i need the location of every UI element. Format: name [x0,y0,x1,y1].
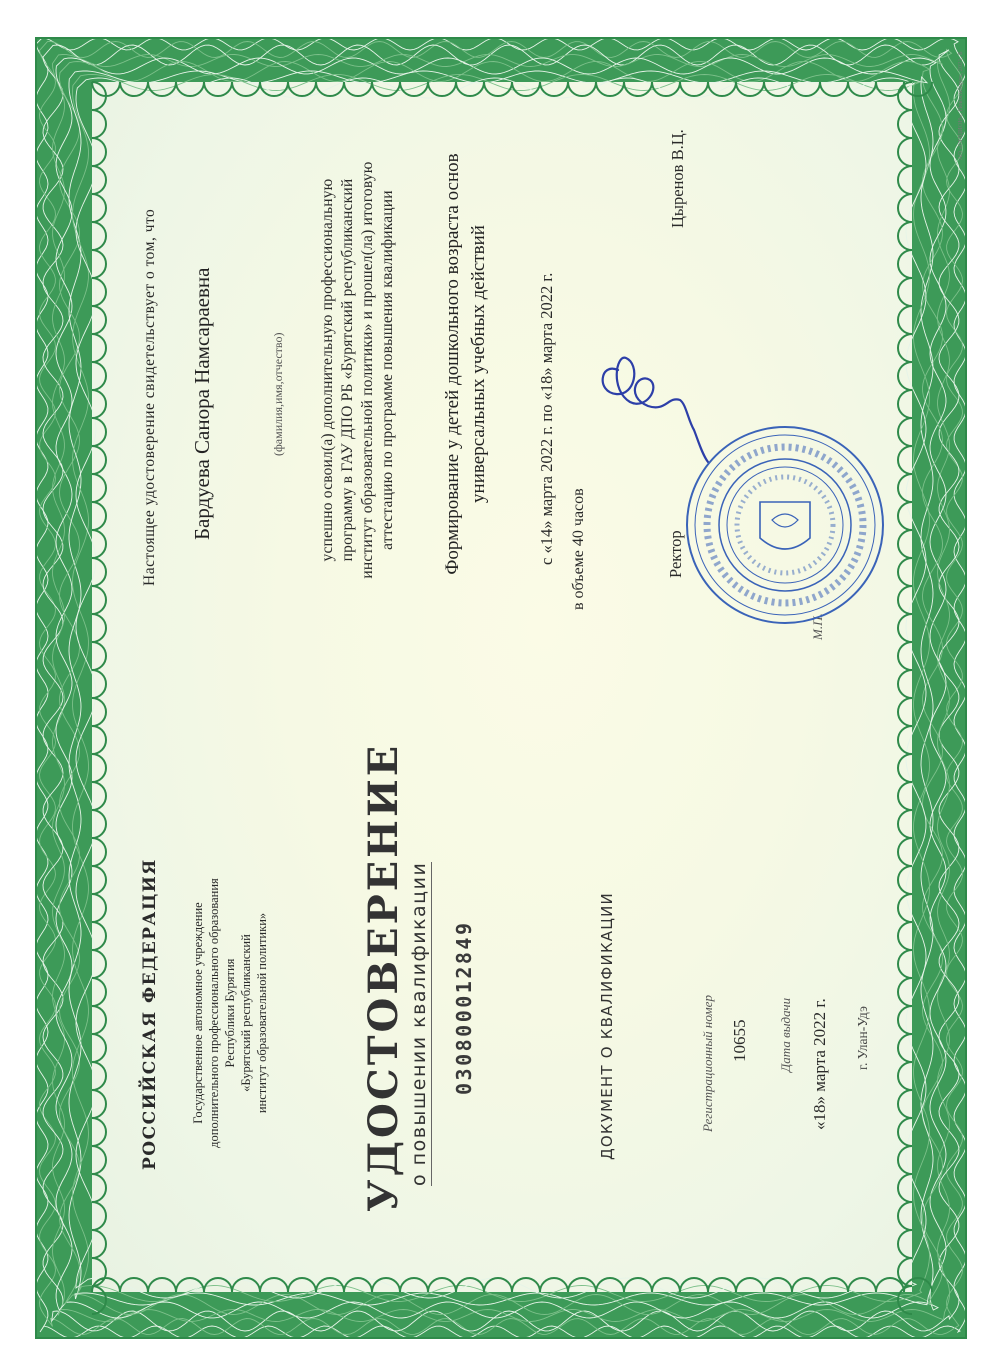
completion-line: успешно освоил(а) дополнительную профессиональную [319,178,336,562]
seal-mark: М.П. [810,613,825,640]
issuer-line: дополнительного профессионального образования [207,878,221,1148]
issuer-line: институт образовательной политики» [255,912,269,1114]
completion-line: аттестацию по программе повышения квалификации [379,190,396,550]
border-band [36,38,966,1338]
program-line: Формирование у детей дошкольного возраста основ [442,153,463,575]
full-name: Бардуева Санора Намсараевна [190,267,214,540]
document-subtitle: о повышении квалификации [408,861,430,1186]
issue-date: «18» марта 2022 г. [810,998,829,1130]
border-wave [40,42,963,1335]
issuer-block [190,848,270,1178]
signatory-title: Ректор [666,530,685,578]
program-title-block [440,104,492,624]
issuer-line: «Бурятский республиканский [239,934,253,1092]
country-heading: РОССИЙСКАЯ ФЕДЕРАЦИЯ [140,858,160,1170]
document-type: ДОКУМЕНТ О КВАЛИФИКАЦИИ [598,892,616,1160]
completion-line: программу в ГАУ ДПО РБ «Бурятский республиканский [339,178,356,562]
official-seal-stamp [680,420,890,630]
intro-text: Настоящее удостоверение свидетельствует о том, что [141,208,158,586]
border-wave [53,55,950,1322]
document-title: УДОСТОВЕРЕНИЕ [360,742,407,1212]
city: г. Улан-Удэ [855,1006,870,1070]
study-hours: в объеме 40 часов [570,488,587,610]
issuer-line: Государственное автономное учреждение [191,902,205,1124]
study-period: с «14» марта 2022 г. по «18» марта 2022 г. [537,272,556,565]
signatory-name: Цыренов В.Ц. [668,129,687,228]
border-outer-edge [36,38,966,1338]
name-caption: (фамилия,имя,отчество) [271,332,285,456]
program-line: универсальных учебных действий [468,225,489,503]
border-wave [36,38,966,1338]
reg-number-label: Регистрационный номер [700,995,715,1132]
printer-mark: АО «ОПЦИОН», Новосибирск, 2021, Б [957,51,964,160]
completion-line: институт образовательной политики» и прошел(ла) итоговую [359,161,376,579]
reg-number: 10655 [730,1019,749,1062]
completion-block [318,140,398,600]
issue-date-label: Дата выдачи [778,997,793,1072]
issuer-line: Республики Бурятия [223,958,237,1068]
serial-number: 030800012849 [452,920,476,1095]
border-wave [43,45,959,1331]
